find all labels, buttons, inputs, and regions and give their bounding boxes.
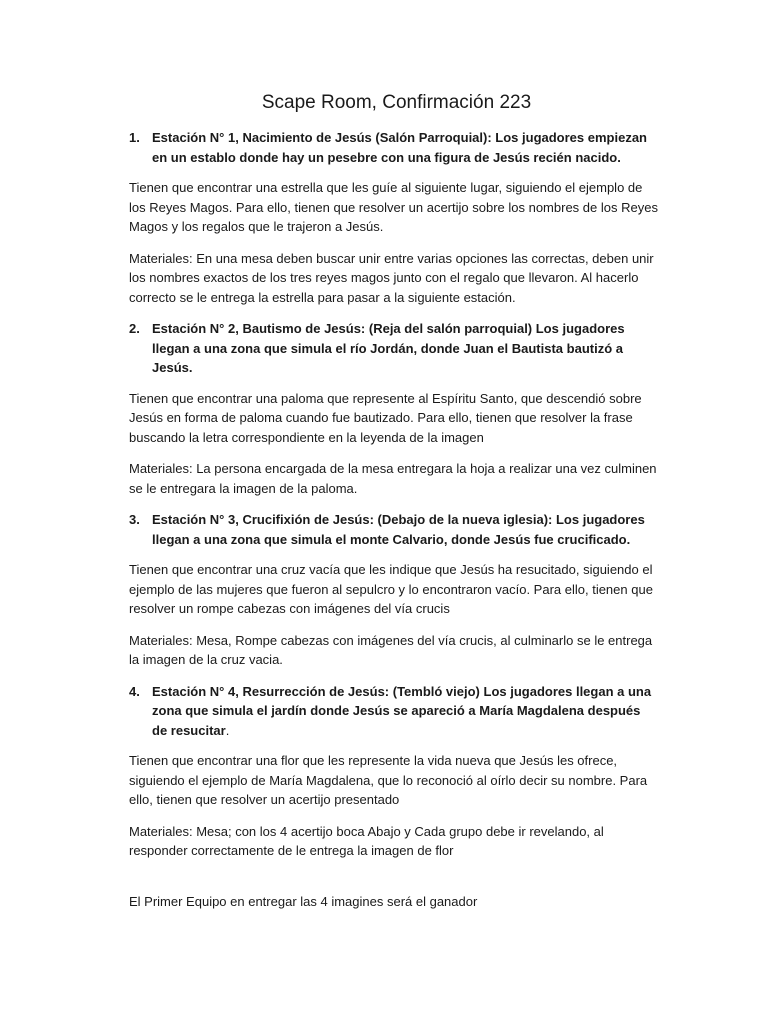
station-heading-text: Estación N° 3, Crucifixión de Jesús: (Debajo de la nueva iglesia): Los jugadores llegan a una zona que simula el monte Calvario, donde Jesús fue crucificado. [152, 512, 645, 547]
closing-statement: El Primer Equipo en entregar las 4 imagines será el ganador [129, 893, 478, 909]
station-4-materials: Materiales: Mesa; con los 4 acertijo boca Abajo y Cada grupo debe ir revelando, al responder correctamente de le entrega la imagen de flor [129, 823, 604, 858]
station-heading-text: Estación N° 1, Nacimiento de Jesús (Salón Parroquial): Los jugadores empiezan en un establo donde hay un pesebre con una figura de Jesús recién nacido. [152, 130, 647, 165]
list-number: 3. [129, 512, 140, 527]
document-title: Scape Room, Confirmación 223 [261, 92, 532, 113]
station-3-body: Tienen que encontrar una cruz vacía que les indique que Jesús ha resucitado, siguiendo el ejemplo de las mujeres que fueron al sepulcro y lo encontraron vacío. Para ello, tienen que resolver un rompe cabezas con imágenes del vía crucis [129, 562, 653, 616]
station-2-body: Tienen que encontrar una paloma que represente al Espíritu Santo, que descendió sobre Jesús en forma de paloma cuando fue bautizado. Para ello, tienen que resolver la frase buscando la letra correspondiente en la leyenda de la imagen [129, 390, 642, 445]
list-number: 1. [129, 130, 140, 145]
station-heading-text: Estación N° 2, Bautismo de Jesús: (Reja del salón parroquial) Los jugadores llegan a una zona que simula el río Jordán, donde Juan el Bautista bautizó a Jesús. [152, 321, 625, 375]
station-4-body: Tienen que encontrar una flor que les represente la vida nueva que Jesús les ofrece, siguiendo el ejemplo de María Magdalena, que lo reconoció al oírlo decir su nombre. Para ello, tienen que resolver un acertijo presentado [129, 753, 648, 807]
station-3-materials: Materiales: Mesa, Rompe cabezas con imágenes del vía crucis, al culminarlo se le entrega la imagen de la cruz vacia. [129, 632, 653, 667]
station-3-heading [129, 510, 658, 549]
station-2-materials: Materiales: La persona encargada de la mesa entregara la hoja a realizar una vez culminen se le entregara la imagen de la paloma. [129, 461, 657, 496]
list-number: 2. [129, 321, 140, 336]
list-number: 4. [129, 683, 140, 699]
station-1-heading [129, 128, 658, 167]
station-4-heading [129, 682, 658, 741]
station-1-body: Tienen que encontrar una estrella que les guíe al siguiente lugar, siguiendo el ejemplo de los Reyes Magos. Para ello, tienen que resolver un acertijo sobre los nombres de los Reyes Magos y los regalos que le trajeron a Jesús. [129, 180, 658, 234]
station-heading-text: Estación N° 4, Resurrección de Jesús: (Tembló viejo) Los jugadores llegan a una zona que simula el jardín donde Jesús se apareció a María Magdalena después de resucitar. [152, 683, 652, 738]
station-1-materials: Materiales: En una mesa deben buscar unir entre varias opciones las correctas, deben unir los nombres exactos de los tres reyes magos junto con el regalo que llevaron. Al hacerlo correcto se le entrega la estrella para pasar a la siguiente estación. [129, 250, 654, 305]
station-2-heading [129, 319, 658, 378]
